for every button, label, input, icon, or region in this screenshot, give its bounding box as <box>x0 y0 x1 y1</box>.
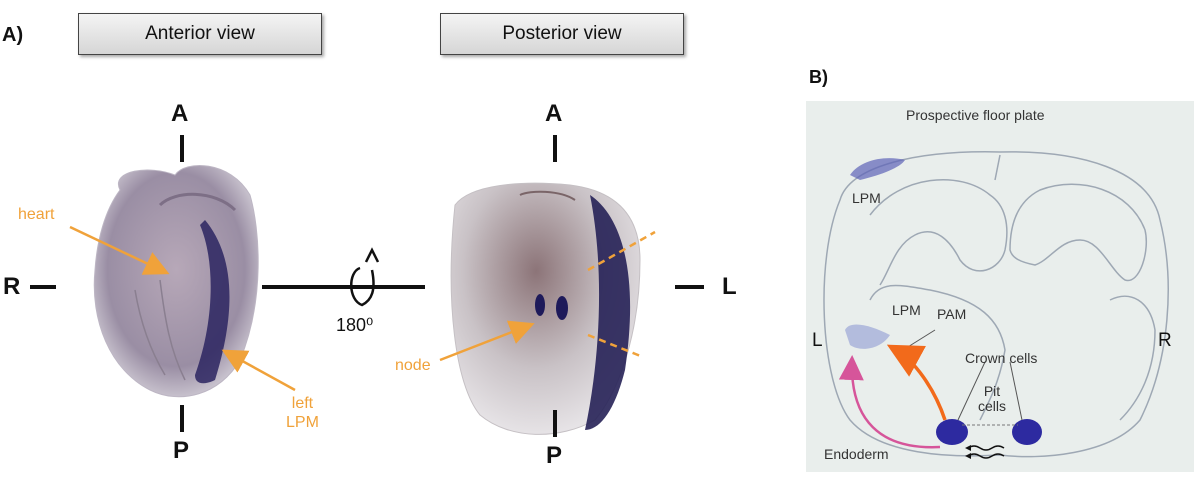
rotation-label: 180⁰ <box>336 315 374 335</box>
anterior-axis-side: R <box>3 273 21 300</box>
heart-label: heart <box>18 206 55 223</box>
right-side-label: R <box>1158 330 1172 351</box>
left-lpm-label <box>286 394 319 432</box>
left-lpm-line2: LPM <box>286 414 319 431</box>
anterior-axis-bottom: P <box>173 437 190 464</box>
node-label: node <box>395 357 431 374</box>
crown-cells-label: Crown cells <box>965 350 1038 366</box>
pit-line1: Pit <box>983 383 1001 399</box>
posterior-view-title: Posterior view <box>440 13 684 55</box>
lpm-top-label: LPM <box>852 190 881 206</box>
posterior-embryo-image <box>451 183 640 434</box>
posterior-axis-bottom: P <box>546 442 563 469</box>
left-lpm-arrow <box>226 352 295 390</box>
pit-cells-label <box>978 384 1006 414</box>
endoderm-label: Endoderm <box>824 446 889 462</box>
left-lpm-line1: left <box>291 395 314 412</box>
crown-cells-left <box>936 419 968 445</box>
crown-cells-right <box>1012 419 1042 445</box>
pam-label: PAM <box>937 306 967 322</box>
posterior-axis-side: L <box>722 273 737 300</box>
pit-line2: cells <box>978 398 1007 414</box>
anterior-view-title: Anterior view <box>78 13 322 55</box>
anterior-embryo-image <box>94 165 258 396</box>
panel-b-label: B) <box>809 67 828 87</box>
left-side-label: L <box>812 330 823 351</box>
posterior-axis-top: A <box>545 100 563 127</box>
panel-a-label: A) <box>2 24 24 46</box>
floor-plate-label: Prospective floor plate <box>906 107 1045 123</box>
anterior-axis-top: A <box>171 100 189 127</box>
lpm-mid-label: LPM <box>892 302 921 318</box>
